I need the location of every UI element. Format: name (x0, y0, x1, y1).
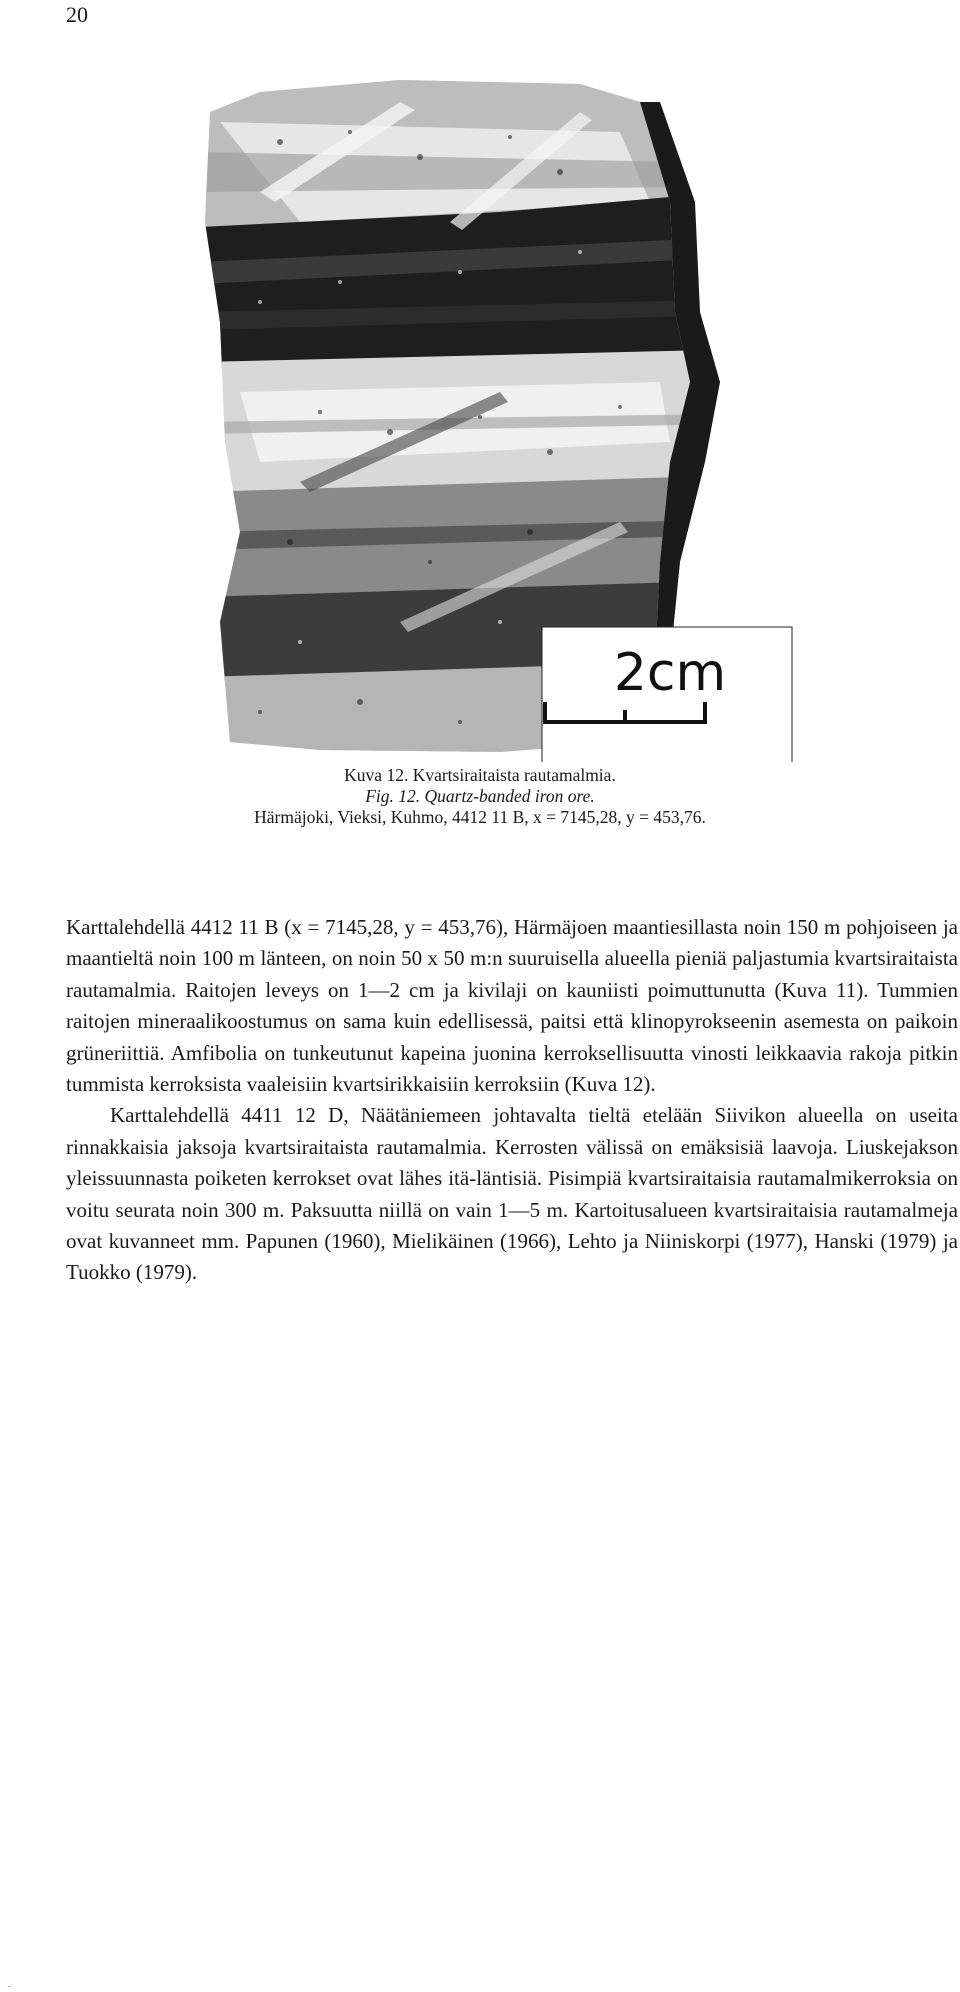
caption-line-finnish: Kuva 12. Kvartsiraitaista rautamalmia. (344, 765, 616, 785)
body-text (66, 912, 958, 1289)
caption-line-location: Härmäjoki, Vieksi, Kuhmo, 4412 11 B, x = 7145,28, y = 453,76. (254, 807, 706, 827)
caption-line-english: Fig. 12. Quartz-banded iron ore. (365, 786, 595, 806)
rock-sample-photo (200, 62, 840, 762)
page-number: 20 (66, 2, 88, 27)
footer-mark: . (8, 1980, 10, 1989)
scale-label: 2cm (613, 643, 727, 703)
paragraph-2: Karttalehdellä 4411 12 D, Näätäniemeen johtavalta tieltä etelään Siivikon alueella on useita rinnakkaisia jaksoja kvartsiraitaista rautamalmia. Kerrosten välissä on emäksisiä laavoja. Liuskejakson yleissuunnasta poiketen kerrokset ovat lähes itä-läntisiä. Pisimpiä kvartsiraitaisia rautamalmikerroksia on voitu seurata noin 300 m. Paksuutta niillä on vain 1—5 m. Kartoitusalueen kvartsiraitaisia rautamalmeja ovat kuvanneet mm. Papunen (1960), Mielikäinen (1966), Lehto ja Niiniskorpi (1977), Hanski (1979) ja Tuokko (1979). (66, 1103, 958, 1285)
figure-caption (0, 765, 960, 828)
paragraph-1: Karttalehdellä 4412 11 B (x = 7145,28, y = 453,76), Härmäjoen maantiesillasta noin 150 m pohjoiseen ja maantieltä noin 100 m länteen, on noin 50 x 50 m:n suuruisella alueella pieniä paljastumia kvartsiraitaista rautamalmia. Raitojen leveys on 1—2 cm ja kivilaji on kauniisti poimuttunutta (Kuva 11). Tummien raitojen mineraalikoostumus on sama kuin edellisessä, paitsi että klinopyrokseenin asemesta on paikoin grüneriittiä. Amfibolia on tunkeutunut kapeina juonina kerroksellisuutta vinosti leikkaavia rakoja pitkin tummista kerroksista vaaleisiin kvartsirikkaisiin kerroksiin (Kuva 12). (66, 915, 958, 1097)
